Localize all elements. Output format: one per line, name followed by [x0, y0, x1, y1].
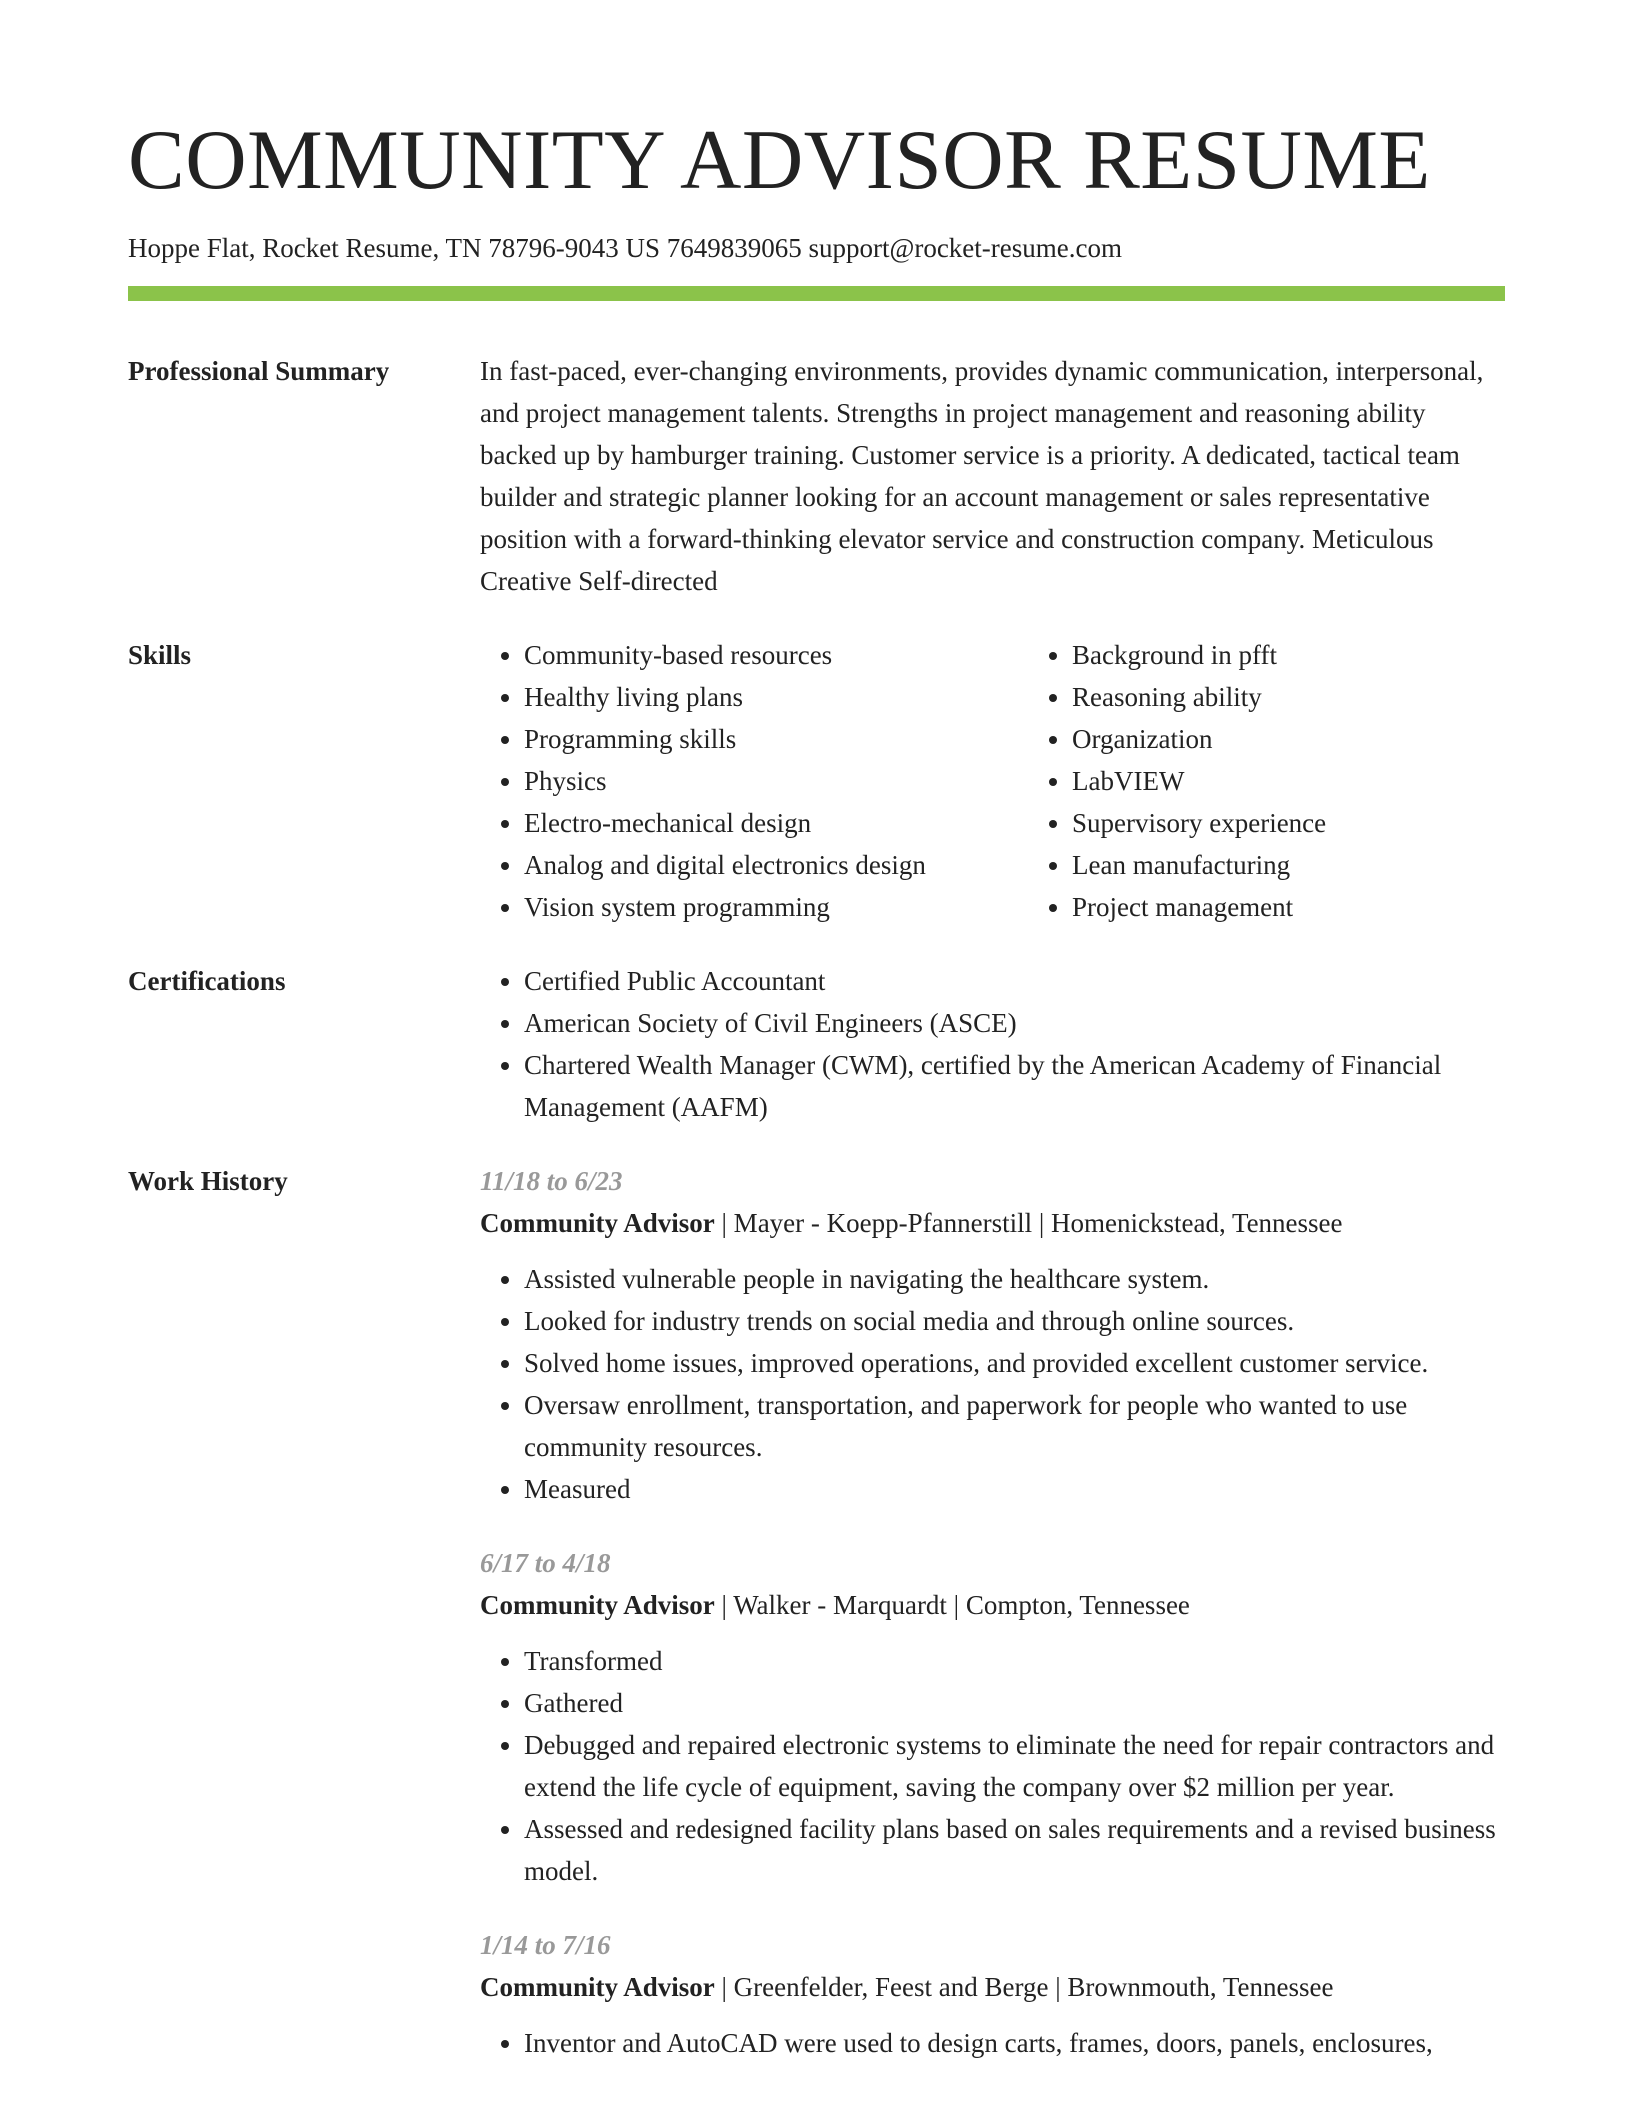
- skill-item: • Electro-mechanical design: [524, 802, 1028, 844]
- job-bullet: • Assessed and redesigned facility plans based on sales requirements and a revised business model.: [524, 1808, 1505, 1892]
- job-bullets: [480, 1258, 1505, 1510]
- job-bullet: • Debugged and repaired electronic systems to eliminate the need for repair contractors and extend the life cycle of equipment, saving the company over $2 million per year.: [524, 1724, 1505, 1808]
- section-title-skills: Skills: [128, 640, 192, 670]
- section-title-summary: Professional Summary: [128, 356, 390, 386]
- skill-item: • Analog and digital electronics design: [524, 844, 1028, 886]
- skill-item: • Vision system programming: [524, 886, 1028, 928]
- work-history-body: [480, 1160, 1505, 2064]
- job-title: Community Advisor: [480, 1208, 715, 1238]
- certification-item: • American Society of Civil Engineers (ASCE): [524, 1002, 1505, 1044]
- job-entry: [480, 1160, 1505, 1510]
- section-title-certifications: Certifications: [128, 966, 286, 996]
- resume-title: COMMUNITY ADVISOR RESUME: [128, 113, 1431, 207]
- job-dates: 11/18 to 6/23: [480, 1166, 623, 1196]
- job-bullet: • Gathered: [524, 1682, 1505, 1724]
- job-title: Community Advisor: [480, 1590, 715, 1620]
- summary-text: In fast-paced, ever-changing environments, provides dynamic communication, interpersonal, and project management talents. Strengths in project management and reasoning ability backed up by hamburger training. Customer service is a priority. A dedicated, tactical team builder and strategic planner looking for an account management or sales representative position with a forward-thinking elevator service and construction company. Meticulous Creative Self-directed: [480, 356, 1484, 596]
- certification-item: • Chartered Wealth Manager (CWM), certified by the American Academy of Financial Management (AAFM): [524, 1044, 1505, 1128]
- job-bullets: [480, 2022, 1505, 2064]
- certifications-section: [128, 960, 1505, 1128]
- skill-item: • Community-based resources: [524, 634, 1028, 676]
- skill-item: • Organization: [1072, 718, 1326, 760]
- skill-item: • LabVIEW: [1072, 760, 1326, 802]
- certifications-body: [480, 960, 1505, 1128]
- job-dates: 6/17 to 4/18: [480, 1548, 611, 1578]
- skill-item: • Healthy living plans: [524, 676, 1028, 718]
- skill-item: • Lean manufacturing: [1072, 844, 1326, 886]
- work-history-section: [128, 1160, 1505, 2064]
- job-dates: 1/14 to 7/16: [480, 1930, 611, 1960]
- job-title: Community Advisor: [480, 1972, 715, 2002]
- job-header: [480, 1584, 1505, 1626]
- skills-list-left: [480, 634, 1028, 928]
- skill-item: • Supervisory experience: [1072, 802, 1326, 844]
- summary-section: [128, 350, 1505, 602]
- job-details: | Mayer - Koepp-Pfannerstill | Homenickstead, Tennessee: [714, 1208, 1343, 1238]
- certification-item: • Certified Public Accountant: [524, 960, 1505, 1002]
- job-bullet: • Oversaw enrollment, transportation, and paperwork for people who wanted to use community resources.: [524, 1384, 1505, 1468]
- job-bullet: • Solved home issues, improved operations, and provided excellent customer service.: [524, 1342, 1505, 1384]
- section-title-work-history: Work History: [128, 1166, 288, 1196]
- skills-list-right: [1028, 634, 1326, 928]
- skills-section: [128, 634, 1505, 928]
- job-bullet: • Assisted vulnerable people in navigating the healthcare system.: [524, 1258, 1505, 1300]
- job-entry: [480, 1542, 1505, 1892]
- skills-body: [480, 634, 1505, 928]
- summary-body: [480, 350, 1505, 602]
- job-bullet: • Measured: [524, 1468, 1505, 1510]
- skill-item: • Reasoning ability: [1072, 676, 1326, 718]
- accent-divider: [128, 286, 1505, 301]
- resume-sections: [128, 350, 1505, 2096]
- job-entry: [480, 1924, 1505, 2064]
- job-bullets: [480, 1640, 1505, 1892]
- job-bullet: • Transformed: [524, 1640, 1505, 1682]
- job-header: [480, 1202, 1505, 1244]
- job-details: | Greenfelder, Feest and Berge | Brownmouth, Tennessee: [714, 1972, 1334, 2002]
- skill-item: • Background in pfft: [1072, 634, 1326, 676]
- job-bullet: • Looked for industry trends on social media and through online sources.: [524, 1300, 1505, 1342]
- contact-info: Hoppe Flat, Rocket Resume, TN 78796-9043 US 7649839065 support@rocket-resume.com: [128, 233, 1122, 263]
- skill-item: • Programming skills: [524, 718, 1028, 760]
- skill-item: • Physics: [524, 760, 1028, 802]
- certifications-list: [480, 960, 1505, 1128]
- job-details: | Walker - Marquardt | Compton, Tennessee: [714, 1590, 1190, 1620]
- job-bullet: • Inventor and AutoCAD were used to design carts, frames, doors, panels, enclosures,: [524, 2022, 1505, 2064]
- skill-item: • Project management: [1072, 886, 1326, 928]
- job-header: [480, 1966, 1505, 2008]
